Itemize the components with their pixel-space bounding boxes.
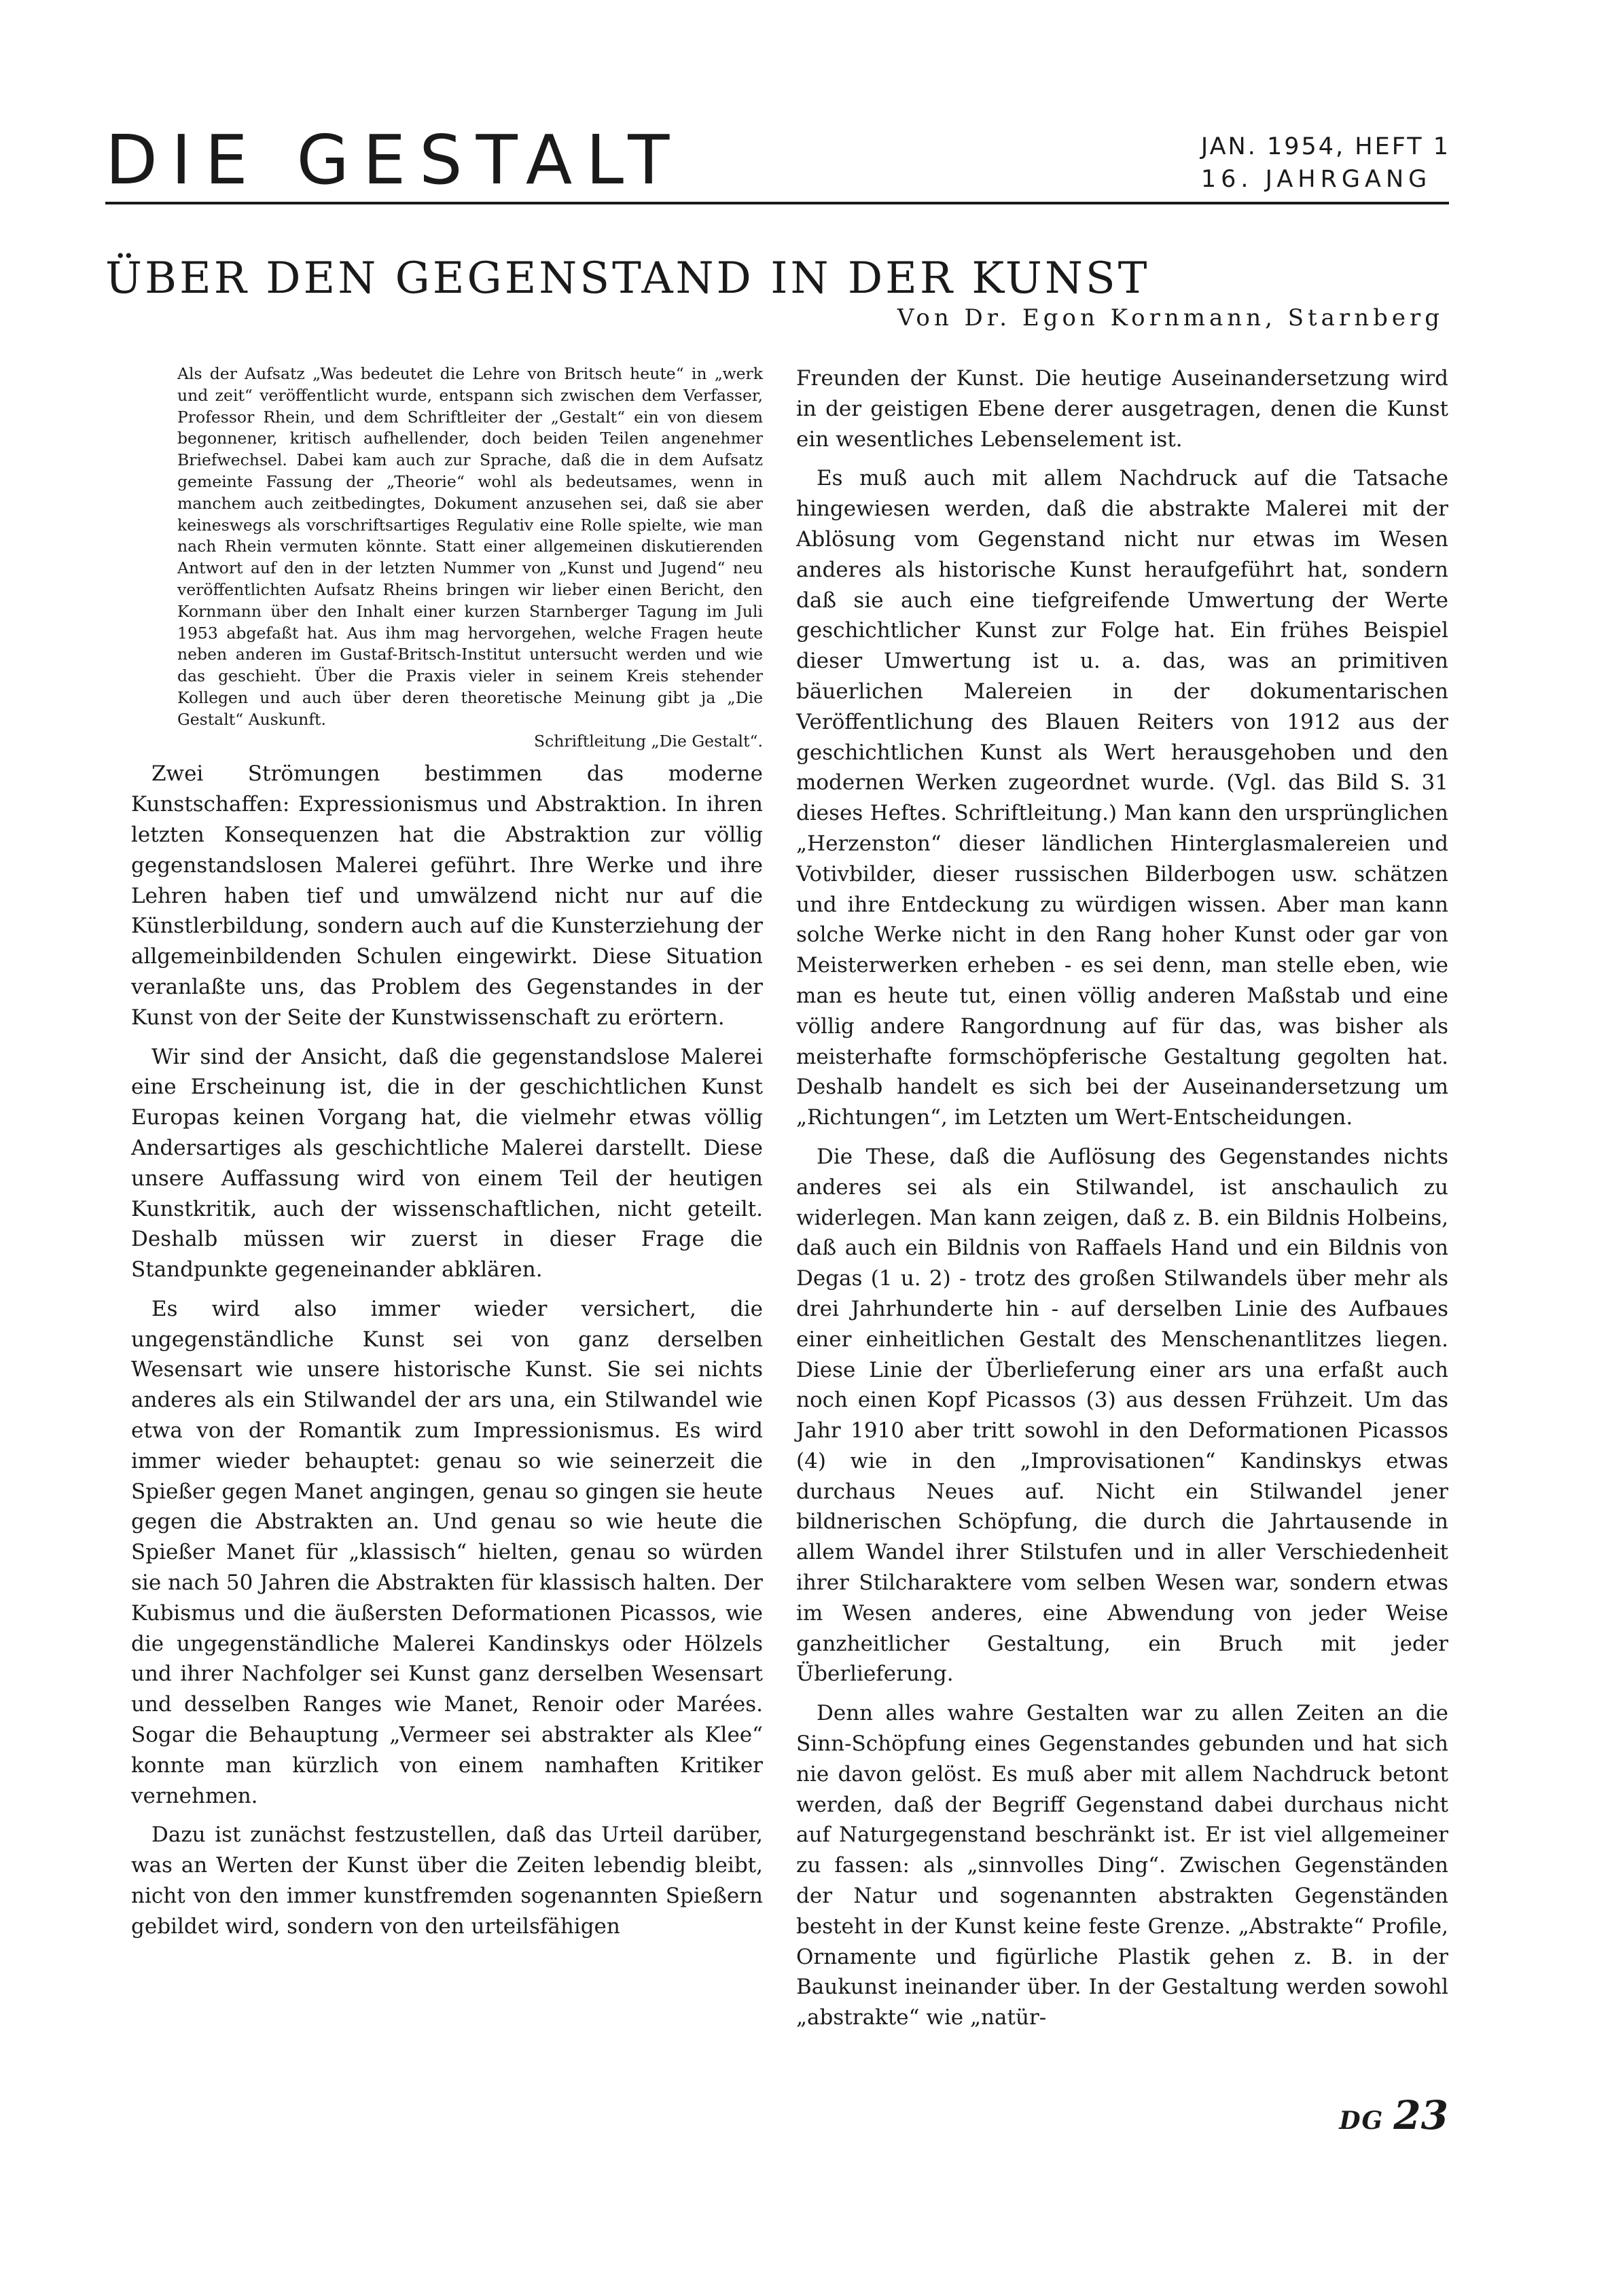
- intro-signature: Schriftleitung „Die Gestalt“.: [534, 731, 763, 751]
- paragraph: Es muß auch mit allem Nachdruck auf die Tatsache hingewiesen werden, daß die abstrakte Malerei mit der Ablösung vom Gegenstand nicht nur etwas im Wesen anderes als historische Kunst heraufgeführt hat, sondern daß sie auch eine tiefgreifende Umwertung der Werte geschichtlicher Kunst zur Folge hat. Ein frühes Beispiel dieser Umwertung ist u. a. das, was an primitiven bäuerlichen Malereien in der dokumentarischen Veröffentlichung des Blauen Reiters von 1912 aus der geschichtlichen Kunst als Wert herausgehoben und den modernen Werken zugeordnet wurde. (Vgl. das Bild S. 31 dieses Heftes. Schriftleitung.) Man kann den ursprünglichen „Herzenston“ dieser ländlichen Hinterglasmalereien und Votivbilder, dieser russischen Bilderbogen usw. schätzen und ihre Entdeckung zu würdigen wissen. Aber man kann solche Werke nicht in den Rang hoher Kunst oder gar von Meisterwerken erheben - es sei denn, man stelle eben, wie man es heute tut, einen völlig anderen Maßstab und eine völlig andere Rangordnung auf für das, was bisher als meisterhafte formschöpferische Gestaltung gegolten hat. Deshalb handelt es sich bei der Auseinandersetzung um „Richtungen“, im Letzten um Wert-Entscheidungen.: [796, 466, 1448, 1130]
- column-left: [131, 363, 763, 1951]
- journal-abbrev: DG: [1339, 2106, 1384, 2135]
- intro-text: Als der Aufsatz „Was bedeutet die Lehre von Britsch heute“ in „werk und zeit“ veröffentlicht wurde, entspann sich zwischen dem Verfasser, Professor Rhein, und dem Schriftleiter der „Gestalt“ ein von diesem begonnener, kritisch aufhellender, doch beiden Teilen angenehmer Briefwechsel. Dabei kam auch zur Sprache, daß die in dem Aufsatz gemeinte Fassung der „Theorie“ wohl als bedeutsames, wenn in manchem auch zeitbedingtes, Dokument anzusehen sei, daß sie aber keineswegs als vorschriftsartiges Regulativ eine Rolle spielte, wie man nach Rhein vermuten könnte. Statt einer allgemeinen diskutierenden Antwort auf den in der letzten Nummer von „Kunst und Jugend“ neu veröffentlichten Aufsatz Rheins bringen wir lieber einen Bericht, den Kornmann über den Inhalt einer kurzen Starnberger Tagung im Juli 1953 abgefaßt hat. Aus ihm mag hervorgehen, welche Fragen heute neben anderen im Gustaf-Britsch-Institut untersucht werden und wie das geschieht. Über die Praxis vieler in seinem Kreis stehender Kollegen und auch über deren theoretische Meinung gibt ja „Die Gestalt“ Auskunft.: [177, 364, 763, 729]
- column-right: [796, 363, 1448, 2042]
- body-text-left: [131, 759, 763, 1941]
- article-byline: Von Dr. Egon Kornmann, Starnberg: [897, 304, 1444, 331]
- page-folio: [1339, 2092, 1448, 2138]
- paragraph-continued: Freunden der Kunst. Die heutige Auseinandersetzung wird in der geistigen Ebene derer ausgetragen, denen die Kunst ein wesentliches Lebenselement ist.: [796, 366, 1448, 452]
- page-number: 23: [1393, 2092, 1448, 2138]
- header-rule: [105, 202, 1449, 204]
- paragraph: Dazu ist zunächst festzustellen, daß das Urteil darüber, was an Werten der Kunst über die Zeiten lebendig bleibt, nicht von den immer kunstfremden sogenannten Spießern gebildet wird, sondern von den urteilsfähigen: [131, 1823, 763, 1939]
- paragraph: Denn alles wahre Gestalten war zu allen Zeiten an die Sinn-Schöpfung eines Gegenstandes gebunden und hat sich nie davon gelöst. Es muß aber mit allem Nachdruck betont werden, daß der Begriff Gegenstand dabei durchaus nicht auf Naturgegenstand beschränkt ist. Er ist viel allgemeiner zu fassen: als „sinnvolles Ding“. Zwischen Gegenständen der Natur und sogenannten abstrakten Gegenständen besteht in der Kunst keine feste Grenze. „Abstrakte“ Profile, Ornamente und figürliche Plastik gehen z. B. in der Baukunst ineinander über. In der Gestaltung werden sowohl „abstrakte“ wie „natür-: [796, 1701, 1448, 2030]
- magazine-title: DIE GESTALT: [105, 120, 683, 200]
- editorial-intro: [177, 363, 763, 752]
- body-text-right: [796, 363, 1448, 2033]
- masthead-bar: [105, 120, 1450, 204]
- paragraph: Wir sind der Ansicht, daß die gegenstandslose Malerei eine Erscheinung ist, die in der geschichtlichen Kunst Europas keinen Vorgang hat, die vielmehr etwas völlig Andersartiges als geschichtliche Malerei darstellt. Diese unsere Auffassung wird von einem Teil der heutigen Kunstkritik, auch der wissenschaftlichen, nicht geteilt. Deshalb müssen wir zuerst in dieser Frage die Standpunkte gegeneinander abklären.: [131, 1044, 763, 1282]
- issue-date: JAN. 1954, HEFT 1: [1200, 133, 1450, 160]
- article-title: ÜBER DEN GEGENSTAND IN DER KUNST: [105, 253, 1150, 304]
- paragraph: Die These, daß die Auflösung des Gegenstandes nichts anderes sei als ein Stilwandel, ist anschaulich zu widerlegen. Man kann zeigen, daß z. B. ein Bildnis Holbeins, daß auch ein Bildnis von Raffaels Hand und ein Bildnis von Degas (1 u. 2) - trotz des großen Stilwandels über mehr als drei Jahrhunderte hin - auf derselben Linie des Aufbaues einer einheitlichen Gestalt des Menschenantlitzes liegen. Diese Linie der Überlieferung einer ars una erfaßt auch noch einen Kopf Picassos (3) aus dessen Frühzeit. Um das Jahr 1910 aber tritt sowohl in den Deformationen Picassos (4) wie in den „Improvisationen“ Kandinskys etwas durchaus Neues auf. Nicht ein Stilwandel jener bildnerischen Schöpfung, die durch die Jahrtausende in allem Wandel ihrer Stilstufen und in aller Verschiedenheit ihrer Stilcharaktere vom selben Wesen war, sondern etwas im Wesen anderes, eine Abwendung von jeder Weise ganzheitlicher Gestaltung, ein Bruch mit jeder Überlieferung.: [796, 1144, 1448, 1687]
- volume-label: 16. JAHRGANG: [1200, 166, 1432, 193]
- paragraph: Es wird also immer wieder versichert, die ungegenständliche Kunst sei von ganz derselben Wesensart wie unsere historische Kunst. Sie sei nichts anderes als ein Stilwandel der ars una, ein Stilwandel wie etwa von der Romantik zum Impressionismus. Es wird immer wieder behauptet: genau so wie seinerzeit die Spießer gegen Manet angingen, genau so gingen sie heute gegen die Abstrakten an. Und genau so wie heute die Spießer Manet für „klassisch“ hielten, genau so würden sie nach 50 Jahren die Abstrakten für klassisch halten. Der Kubismus und die äußersten Deformationen Picassos, wie die ungegenständliche Malerei Kandinskys oder Hölzels und ihrer Nachfolger sei Kunst ganz derselben Wesensart und desselben Ranges wie Manet, Renoir oder Marées. Sogar die Behauptung „Vermeer sei abstrakter als Klee“ konnte man kürzlich von einem namhaften Kritiker vernehmen.: [131, 1296, 763, 1808]
- paragraph: Zwei Strömungen bestimmen das moderne Kunstschaffen: Expressionismus und Abstraktion. In ihren letzten Konsequenzen hat die Abstraktion zur völlig gegenstandslosen Malerei geführt. Ihre Werke und ihre Lehren haben tief und umwälzend nicht nur auf die Künstlerbildung, sondern auch auf die Kunsterziehung der allgemeinbildenden Schulen eingewirkt. Diese Situation veranlaßte uns, das Problem des Gegenstandes in der Kunst von der Seite der Kunstwissenschaft zu erörtern.: [131, 761, 763, 1030]
- issue-info: [1201, 130, 1450, 196]
